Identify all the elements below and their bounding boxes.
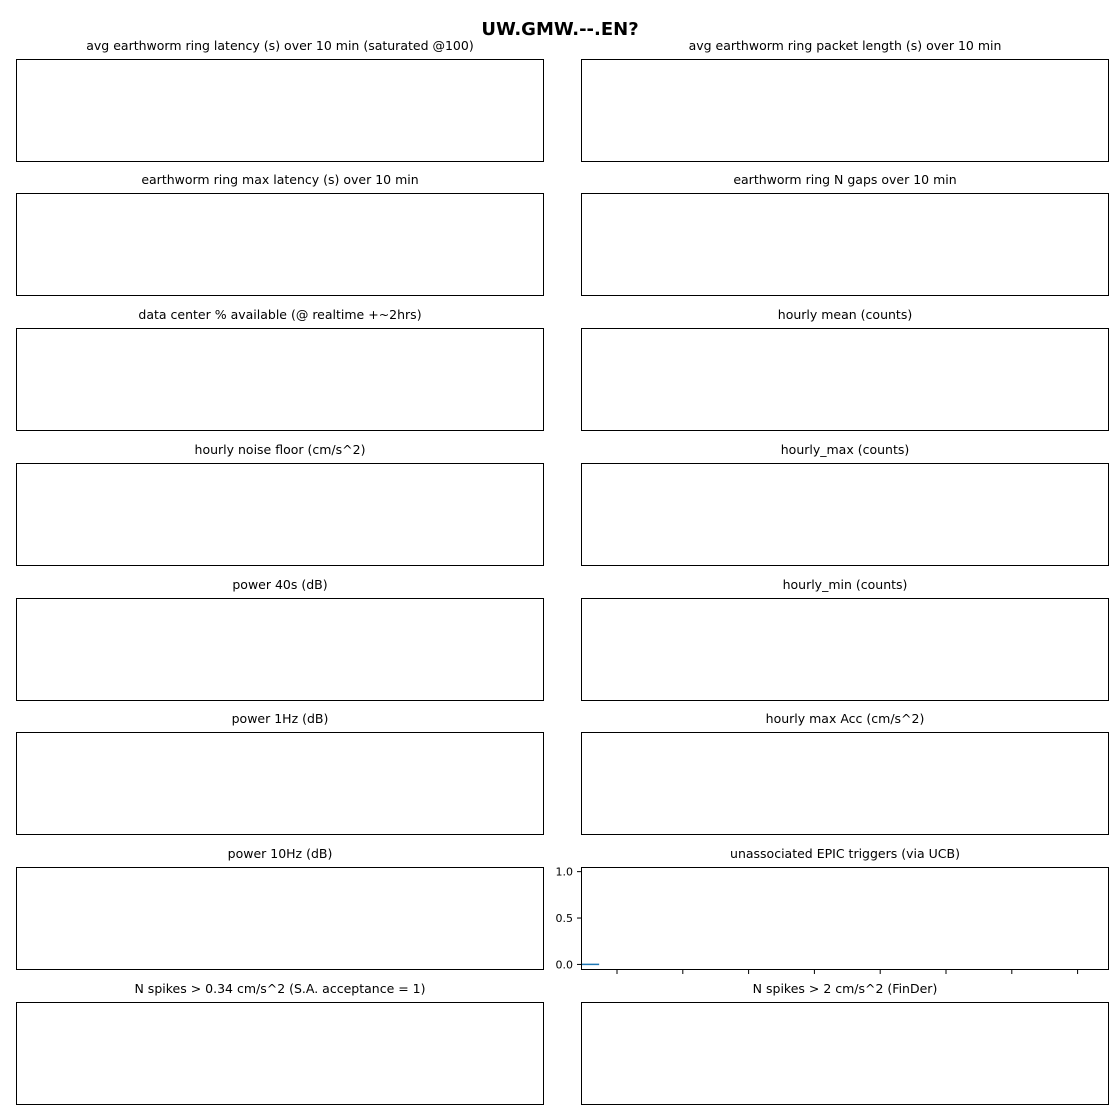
panel-power-1hz (16, 711, 544, 835)
axes-frame (581, 732, 1109, 835)
axes-frame (16, 328, 544, 431)
panel-power-40s (16, 577, 544, 701)
panel-title: hourly_max (counts) (780, 442, 910, 457)
axes-frame (16, 463, 544, 566)
panel-title: power 40s (dB) (232, 577, 328, 592)
panel-title: N spikes > 2 cm/s^2 (FinDer) (752, 981, 938, 996)
panel-title: avg earthworm ring packet length (s) over 10 min (688, 38, 1002, 53)
panel-title: power 10Hz (dB) (227, 846, 333, 861)
panel-title: hourly mean (counts) (777, 307, 913, 322)
axes-frame (581, 193, 1109, 296)
ytick-label: 1.0 (555, 865, 573, 879)
panel-title: hourly_min (counts) (782, 577, 908, 592)
axes-frame (16, 598, 544, 701)
panel-ring-n-gaps (581, 172, 1109, 296)
panel-spikes-sa (16, 981, 544, 1105)
panel-hourly-max-acc (581, 711, 1109, 835)
axes-frame (16, 59, 544, 162)
axes-frame (16, 193, 544, 296)
panel-hourly-min (581, 577, 1109, 701)
axes-frame (581, 867, 1109, 970)
panel-power-10hz (16, 846, 544, 970)
panel-title: power 1Hz (dB) (231, 711, 329, 726)
panel-title: avg earthworm ring latency (s) over 10 min (saturated @100) (86, 38, 474, 53)
panel-title: data center % available (@ realtime +~2hrs) (138, 307, 422, 322)
axes-frame (16, 867, 544, 970)
panel-title: earthworm ring N gaps over 10 min (733, 172, 957, 187)
axes-frame (581, 328, 1109, 431)
panel-title: N spikes > 0.34 cm/s^2 (S.A. acceptance = 1) (134, 981, 426, 996)
ytick-label: 0.0 (555, 958, 573, 972)
axes-frame (16, 1002, 544, 1105)
panel-hourly-max (581, 442, 1109, 566)
axes-frame (581, 1002, 1109, 1105)
panel-data-center-available (16, 307, 544, 431)
figure-title: UW.GMW.--.EN? (481, 19, 639, 40)
axes-frame (581, 59, 1109, 162)
panel-avg-ring-packet-length (581, 38, 1109, 162)
panel-spikes-finder (581, 981, 1109, 1105)
ytick-label: 0.5 (555, 912, 573, 926)
axes-frame (16, 732, 544, 835)
panel-hourly-noise-floor (16, 442, 544, 566)
panel-avg-ring-latency (16, 38, 544, 162)
panel-title: earthworm ring max latency (s) over 10 min (141, 172, 419, 187)
panel-title: hourly max Acc (cm/s^2) (765, 711, 925, 726)
panel-ring-max-latency (16, 172, 544, 296)
panel-title: unassociated EPIC triggers (via UCB) (730, 846, 960, 861)
panel-epic-triggers (555, 846, 1109, 972)
panel-title: hourly noise floor (cm/s^2) (194, 442, 366, 457)
axes-frame (581, 463, 1109, 566)
panel-hourly-mean (581, 307, 1109, 431)
axes-frame (581, 598, 1109, 701)
